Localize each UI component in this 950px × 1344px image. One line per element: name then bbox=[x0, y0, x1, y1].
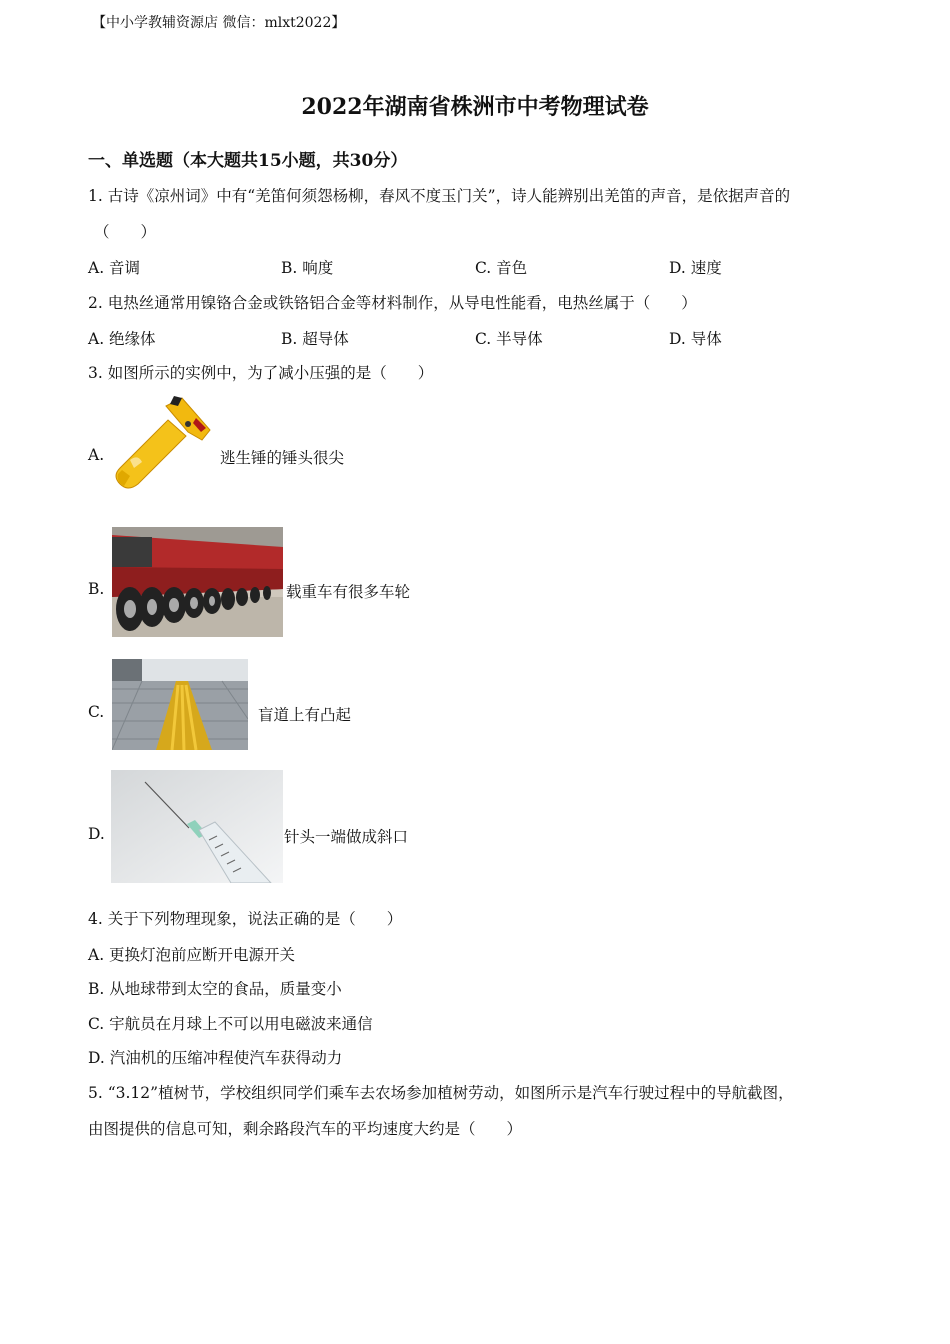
tactile-paving-image bbox=[112, 659, 248, 750]
q3-option-b-caption: 载重车有很多车轮 bbox=[286, 583, 411, 601]
safety-hammer-image bbox=[108, 396, 216, 494]
q1-stem-line1: 1. 古诗《凉州词》中有“羌笛何须怨杨柳，春风不度玉门关”，诗人能辨别出羌笛的声音，是依据声音的 bbox=[88, 187, 791, 205]
q3-stem: 3. 如图所示的实例中，为了减小压强的是（ ） bbox=[88, 364, 434, 382]
q2-option-c: C. 半导体 bbox=[475, 330, 543, 348]
q4-option-d: D. 汽油机的压缩冲程使汽车获得动力 bbox=[88, 1049, 343, 1067]
q5-stem-line2: 由图提供的信息可知，剩余路段汽车的平均速度大约是（ ） bbox=[88, 1120, 523, 1138]
q1-option-a: A. 音调 bbox=[88, 259, 141, 277]
q3-option-a-caption: 逃生锤的锤头很尖 bbox=[220, 449, 345, 467]
q3-option-c-letter: C. bbox=[88, 703, 105, 721]
q3-option-a-letter: A. bbox=[88, 446, 105, 464]
section-heading: 一、单选题（本大题共15小题，共30分） bbox=[88, 151, 408, 171]
q1-option-b: B. 响度 bbox=[281, 259, 334, 277]
q1-stem-line2: （ ） bbox=[94, 223, 157, 241]
syringe-image bbox=[111, 770, 283, 883]
q4-option-b: B. 从地球带到太空的食品，质量变小 bbox=[88, 980, 342, 998]
q3-option-b-letter: B. bbox=[88, 580, 105, 598]
q4-stem: 4. 关于下列物理现象，说法正确的是（ ） bbox=[88, 910, 403, 928]
q3-option-d-letter: D. bbox=[88, 825, 105, 843]
page-title: 2022年湖南省株洲市中考物理试卷 bbox=[301, 94, 649, 120]
q4-option-c: C. 宇航员在月球上不可以用电磁波来通信 bbox=[88, 1015, 373, 1033]
q2-stem: 2. 电热丝通常用镍铬合金或铁铬铝合金等材料制作，从导电性能看，电热丝属于（ ） bbox=[88, 294, 697, 312]
q1-option-d: D. 速度 bbox=[669, 259, 722, 277]
q2-option-d: D. 导体 bbox=[669, 330, 722, 348]
q4-option-a: A. 更换灯泡前应断开电源开关 bbox=[88, 946, 296, 964]
heavy-truck-image bbox=[112, 527, 283, 637]
q3-option-d-caption: 针头一端做成斜口 bbox=[284, 828, 409, 846]
q5-stem-line1: 5. “3.12”植树节，学校组织同学们乘车去农场参加植树劳动，如图所示是汽车行驶过程中的导航截图， bbox=[88, 1084, 794, 1102]
q2-option-b: B. 超导体 bbox=[281, 330, 349, 348]
q3-option-c-caption: 盲道上有凸起 bbox=[258, 706, 352, 724]
q2-option-a: A. 绝缘体 bbox=[88, 330, 156, 348]
header-note: 【中小学教辅资源店 微信：mlxt2022】 bbox=[92, 15, 346, 31]
q1-option-c: C. 音色 bbox=[475, 259, 528, 277]
